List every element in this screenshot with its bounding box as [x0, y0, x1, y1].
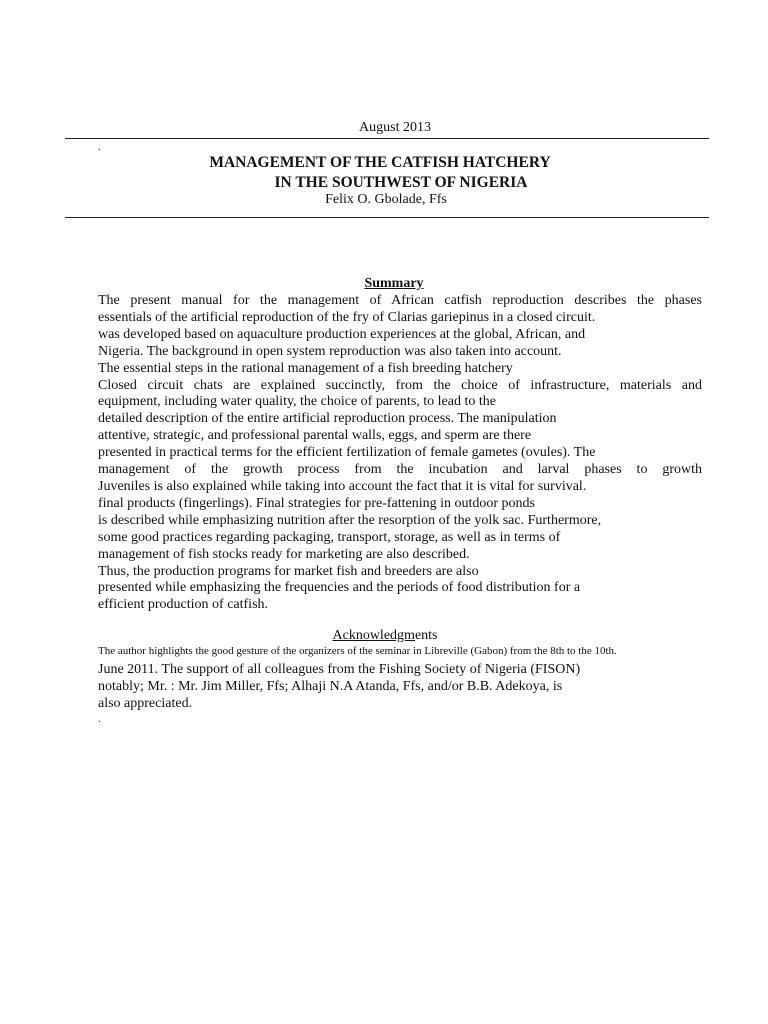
- summary-body: [98, 293, 702, 614]
- summary-line: detailed description of the entire artificial reproduction process. The manipulation: [98, 411, 557, 427]
- summary-line: is described while emphasizing nutrition after the resorption of the yolk sac. Furthermore,: [98, 512, 602, 528]
- summary-line: was developed based on aquaculture production experiences at the global, African, and: [98, 326, 586, 342]
- summary-line: final products (fingerlings). Final strategies for pre-fattening in outdoor ponds: [98, 495, 536, 511]
- summary-line: equipment, including water quality, the choice of parents, to lead to the: [98, 394, 496, 410]
- acknowledgments-line: also appreciated.: [98, 696, 193, 711]
- summary-line: The present manual for the management of African catfish reproduction describes the phases: [98, 293, 702, 308]
- summary-line: Juveniles is also explained while taking into account the fact that it is vital for survival.: [98, 478, 587, 494]
- document-title-line-2: IN THE SOUTHWEST OF NIGERIA: [274, 174, 528, 191]
- summary-heading: Summary: [364, 276, 424, 291]
- document-date: August 2013: [359, 120, 431, 135]
- acknowledgments-line: June 2011. The support of all colleagues from the Fishing Society of Nigeria (FISON): [98, 662, 581, 677]
- summary-line: Nigeria. The background in open system reproduction was also taken into account.: [98, 343, 562, 359]
- acknowledgments-line: notably; Mr. : Mr. Jim Miller, Ffs; Alhaji N.A Atanda, Ffs, and/or B.B. Adekoya, is: [98, 679, 563, 694]
- top-rule: [65, 138, 709, 139]
- bottom-rule: [65, 217, 709, 218]
- document-title-line-1: MANAGEMENT OF THE CATFISH HATCHERY: [209, 154, 551, 171]
- acknowledgments-small-line: The author highlights the good gesture of the organizers of the seminar in Libreville (Gabon) from the 8th to the 10th.: [98, 645, 617, 657]
- summary-line: Thus, the production programs for market fish and breeders are also: [98, 563, 479, 579]
- summary-line: attentive, strategic, and professional parental walls, eggs, and sperm are there: [98, 428, 532, 444]
- summary-line: The essential steps in the rational management of a fish breeding hatchery: [98, 360, 513, 376]
- acknowledgments-body: [98, 661, 580, 712]
- stray-dot-bottom: .: [98, 714, 101, 725]
- acknowledgments-heading: Acknowledgments: [332, 628, 438, 643]
- document-author: Felix O. Gbolade, Ffs: [325, 192, 447, 207]
- summary-line: essentials of the artificial reproduction of the fry of Clarias gariepinus in a closed circuit.: [98, 309, 596, 325]
- summary-line: efficient production of catfish.: [98, 597, 269, 613]
- summary-line: some good practices regarding packaging, transport, storage, as well as in terms of: [98, 529, 561, 545]
- summary-line: Closed circuit chats are explained succinctly, from the choice of infrastructure, materials and: [98, 377, 702, 393]
- summary-line: management of fish stocks ready for marketing are also described.: [98, 546, 470, 562]
- summary-line: presented while emphasizing the frequencies and the periods of food distribution for a: [98, 580, 581, 596]
- stray-dot-top: .: [98, 142, 101, 153]
- summary-line: presented in practical terms for the efficient fertilization of female gametes (ovules). The: [98, 445, 596, 461]
- summary-line: management of the growth process from the incubation and larval phases to growth: [98, 462, 702, 478]
